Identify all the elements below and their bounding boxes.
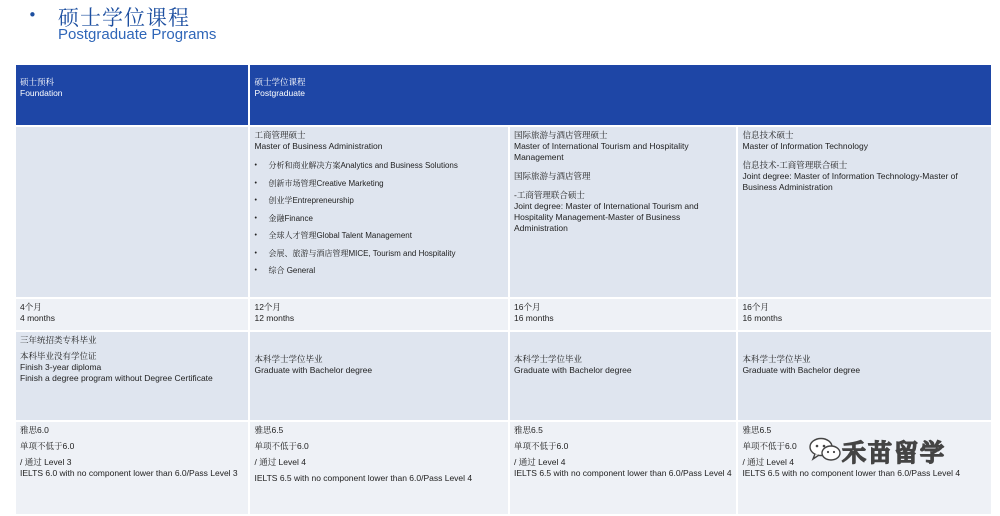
lang-en: IELTS 6.5 with no component lower than 6.0/Pass Level 4 [254,473,473,483]
table-row-requirements [16,332,991,420]
mith-joint-zh1: 国际旅游与酒店管理 [513,171,591,181]
duration-en: 12 months [254,313,295,323]
mba-title-en: Master of Business Administration [254,141,383,151]
lang-pass: / 通过 Level 4 [742,457,794,467]
cell-foundation-program [16,127,248,297]
header-foundation-en: Foundation [20,88,63,98]
duration-en: 4 months [20,313,55,323]
duration-zh: 4个月 [20,302,42,312]
lang-ielts: 雅思6.0 [20,425,49,435]
watermark-text: 禾苗留学 [842,438,946,467]
header-foundation-zh: 硕士预科 [20,77,55,87]
table-row-programs [16,127,991,297]
req-zh1: 三年统招类专科毕业 [20,335,97,345]
bullet-icon: • [254,179,257,187]
req-en2: Finish a degree program without Degree Certificate [20,373,213,383]
slide-header [0,0,1000,60]
lang-min: 单项不低于6.0 [513,441,569,451]
mith-title-en: Master of International Tourism and Hospitality Management [513,141,689,162]
bullet-icon: • [254,267,257,274]
duration-en: 16 months [742,313,783,323]
mith-title-zh: 国际旅游与酒店管理硕士 [513,130,608,140]
duration-en: 16 months [513,313,554,323]
req-zh: 本科学士学位毕业 [742,354,811,364]
header-postgraduate [250,65,991,125]
cell-lang-foundation [16,422,248,514]
mba-title-zh: 工商管理硕士 [254,130,306,140]
cell-req-foundation [16,332,248,420]
req-en: Graduate with Bachelor degree [254,365,373,375]
mit-title-en: Master of Information Technology [742,141,868,151]
list-item: • 会展、旅游与酒店管理MICE, Tourism and Hospitality [254,248,456,258]
watermark [808,430,978,470]
header-postgraduate-en: Postgraduate [254,88,306,98]
bullet-icon: • [254,232,257,239]
duration-zh: 12个月 [254,302,281,312]
lang-pass: / 通过 Level 4 [254,457,306,467]
mith-joint-en: Joint degree: Master of International Tourism and Hospitality Management-Master of Business Administration [513,201,699,233]
list-item: • 全球人才管理Global Talent Management [254,231,412,240]
cell-mit [738,127,991,297]
lang-en: IELTS 6.0 with no component lower than 6.0/Pass Level 3 [20,468,238,478]
req-en1: Finish 3-year diploma [20,362,102,372]
mith-joint-zh2: -工商管理联合硕士 [513,190,585,200]
lang-pass: / 通过 Level 3 [20,457,72,467]
mba-specializations-list [254,160,504,276]
list-item: • 金融Finance [254,213,313,223]
title-bullet: • [28,6,37,24]
mit-title-zh: 信息技术硕士 [742,130,794,140]
bullet-icon: • [254,197,257,204]
cell-req-mit [738,332,991,420]
duration-zh: 16个月 [513,302,541,312]
header-foundation [16,65,248,125]
req-zh: 本科学士学位毕业 [513,354,582,364]
lang-en: IELTS 6.5 with no component lower than 6.0/Pass Level 4 [513,468,732,478]
cell-duration-mba [250,299,508,330]
bullet-icon: • [254,214,257,222]
cell-mith [510,127,736,297]
list-item: • 分析和商业解决方案Analytics and Business Solutions [254,161,458,170]
bullet-icon: • [254,162,257,169]
mit-joint-zh: 信息技术-工商管理联合硕士 [742,160,848,170]
req-zh2: 本科毕业没有学位证 [20,351,97,361]
cell-lang-mba [250,422,508,514]
lang-ielts: 雅思6.5 [742,425,772,435]
mit-joint-en: Joint degree: Master of Information Technology-Master of Business Administration [742,171,958,192]
list-item: • 创新市场管理Creative Marketing [254,178,384,188]
req-en: Graduate with Bachelor degree [513,365,632,375]
cell-lang-mith [510,422,736,514]
lang-min: 单项不低于6.0 [742,441,797,451]
list-item: • 综合 General [254,266,316,275]
lang-min: 单项不低于6.0 [20,441,75,451]
header-postgraduate-zh: 硕士学位课程 [254,77,306,87]
lang-en: IELTS 6.5 with no component lower than 6.0/Pass Level 4 [742,468,961,478]
cell-duration-mit [738,299,991,330]
wechat-icon [808,436,842,464]
bullet-icon: • [254,249,257,257]
duration-zh: 16个月 [742,302,769,312]
table-row-duration [16,299,991,330]
lang-ielts: 雅思6.5 [513,425,543,435]
cell-req-mith [510,332,736,420]
cell-mba [250,127,508,297]
list-item: • 创业学Entrepreneurship [254,196,354,205]
cell-duration-foundation [16,299,248,330]
cell-duration-mith [510,299,736,330]
lang-ielts: 雅思6.5 [254,425,284,435]
lang-min: 单项不低于6.0 [254,441,309,451]
req-en: Graduate with Bachelor degree [742,365,861,375]
table-header-row [16,65,991,125]
page-title-en: Postgraduate Programs [58,26,217,43]
req-zh: 本科学士学位毕业 [254,354,323,364]
cell-req-mba [250,332,508,420]
page-title-zh: 硕士学位课程 [58,6,190,30]
lang-pass: / 通过 Level 4 [513,457,566,467]
